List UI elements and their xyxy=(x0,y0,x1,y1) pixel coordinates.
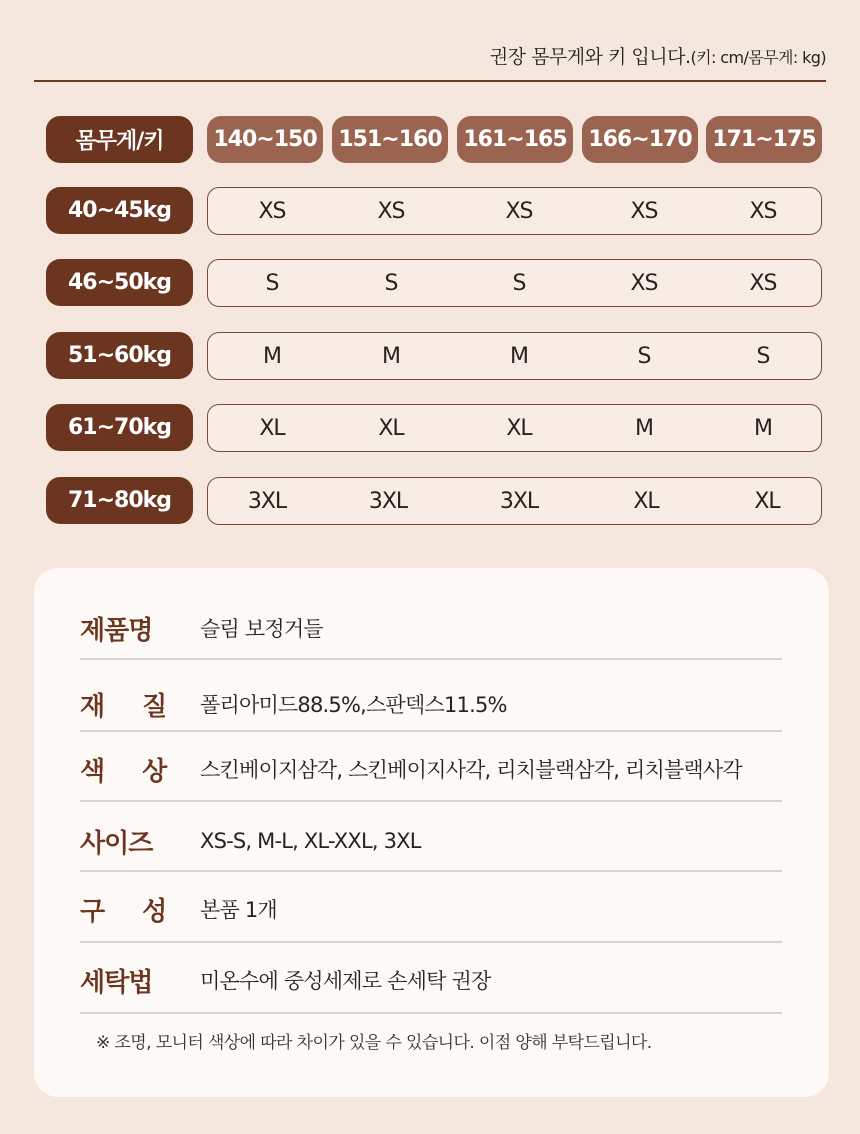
info-value: 미온수에 중성세제로 손세탁 권장 xyxy=(200,969,491,993)
size-values xyxy=(207,477,822,525)
info-label: 제품명 xyxy=(80,615,153,646)
info-value: 슬림 보정거들 xyxy=(200,617,323,641)
info-label: 구 성 xyxy=(80,896,182,927)
info-divider xyxy=(80,800,782,802)
info-label: 사이즈 xyxy=(80,828,153,859)
size-cell: M xyxy=(754,415,772,441)
size-cell: 3XL xyxy=(499,488,539,514)
weight-label: 40~45kg xyxy=(46,187,193,234)
info-label: 재 질 xyxy=(80,691,182,722)
height-header-1: 140~150 xyxy=(207,116,323,163)
info-divider xyxy=(80,658,782,660)
size-cell: S xyxy=(265,270,279,296)
info-divider xyxy=(80,730,782,732)
size-cell: XS xyxy=(749,198,777,224)
weight-label: 46~50kg xyxy=(46,259,193,306)
info-value: 본품 1개 xyxy=(200,898,277,922)
size-cell: XS xyxy=(258,198,286,224)
size-values xyxy=(207,404,822,452)
info-divider xyxy=(80,941,782,943)
size-cell: XL xyxy=(506,415,532,441)
size-cell: XS xyxy=(630,270,658,296)
size-cell: 3XL xyxy=(247,488,287,514)
size-cell: XL xyxy=(378,415,404,441)
info-divider xyxy=(80,1012,782,1014)
info-row-product-name xyxy=(80,606,782,650)
header-divider xyxy=(34,80,826,82)
info-label: 세탁법 xyxy=(80,967,153,998)
size-cell: XL xyxy=(633,488,659,514)
size-values xyxy=(207,187,822,235)
size-cell: S xyxy=(512,270,526,296)
size-cell: M xyxy=(510,343,528,369)
size-cell: XS xyxy=(377,198,405,224)
info-value: XS-S, M-L, XL-XXL, 3XL xyxy=(200,829,421,853)
size-values xyxy=(207,259,822,307)
size-cell: M xyxy=(635,415,653,441)
size-cell: XS xyxy=(630,198,658,224)
size-cell: XS xyxy=(505,198,533,224)
size-cell: S xyxy=(384,270,398,296)
info-row-washing xyxy=(80,958,782,1002)
weight-height-header: 몸무게/키 xyxy=(46,116,193,163)
product-info-card xyxy=(34,568,829,1097)
size-cell: 3XL xyxy=(368,488,408,514)
info-value: 스킨베이지삼각, 스킨베이지사각, 리치블랙삼각, 리치블랙사각 xyxy=(200,758,742,782)
disclaimer-note: ※ 조명, 모니터 색상에 따라 차이가 있을 수 있습니다. 이점 양해 부탁드립니다. xyxy=(96,1033,652,1053)
recommendation-note-main: 권장 몸무게와 키 입니다. xyxy=(489,46,691,68)
info-label: 색 상 xyxy=(80,756,182,787)
info-divider xyxy=(80,870,782,872)
info-row-size xyxy=(80,819,782,863)
weight-label: 51~60kg xyxy=(46,332,193,379)
height-header-5: 171~175 xyxy=(706,116,822,163)
height-header-2: 151~160 xyxy=(332,116,448,163)
size-cell: M xyxy=(382,343,400,369)
unit-note: (키: cm/몸무게: kg) xyxy=(690,48,826,67)
weight-label: 61~70kg xyxy=(46,404,193,451)
info-row-material xyxy=(80,682,782,726)
info-row-composition xyxy=(80,887,782,931)
weight-label: 71~80kg xyxy=(46,477,193,524)
info-row-color xyxy=(80,747,782,791)
size-cell: XL xyxy=(259,415,285,441)
height-header-3: 161~165 xyxy=(457,116,573,163)
size-cell: M xyxy=(263,343,281,369)
size-cell: S xyxy=(637,343,651,369)
size-cell: XL xyxy=(754,488,780,514)
size-cell: XS xyxy=(749,270,777,296)
height-header-4: 166~170 xyxy=(582,116,698,163)
size-cell: S xyxy=(756,343,770,369)
info-value: 폴리아미드88.5%,스판덱스11.5% xyxy=(200,693,507,717)
recommendation-note xyxy=(490,42,826,69)
size-values xyxy=(207,332,822,380)
